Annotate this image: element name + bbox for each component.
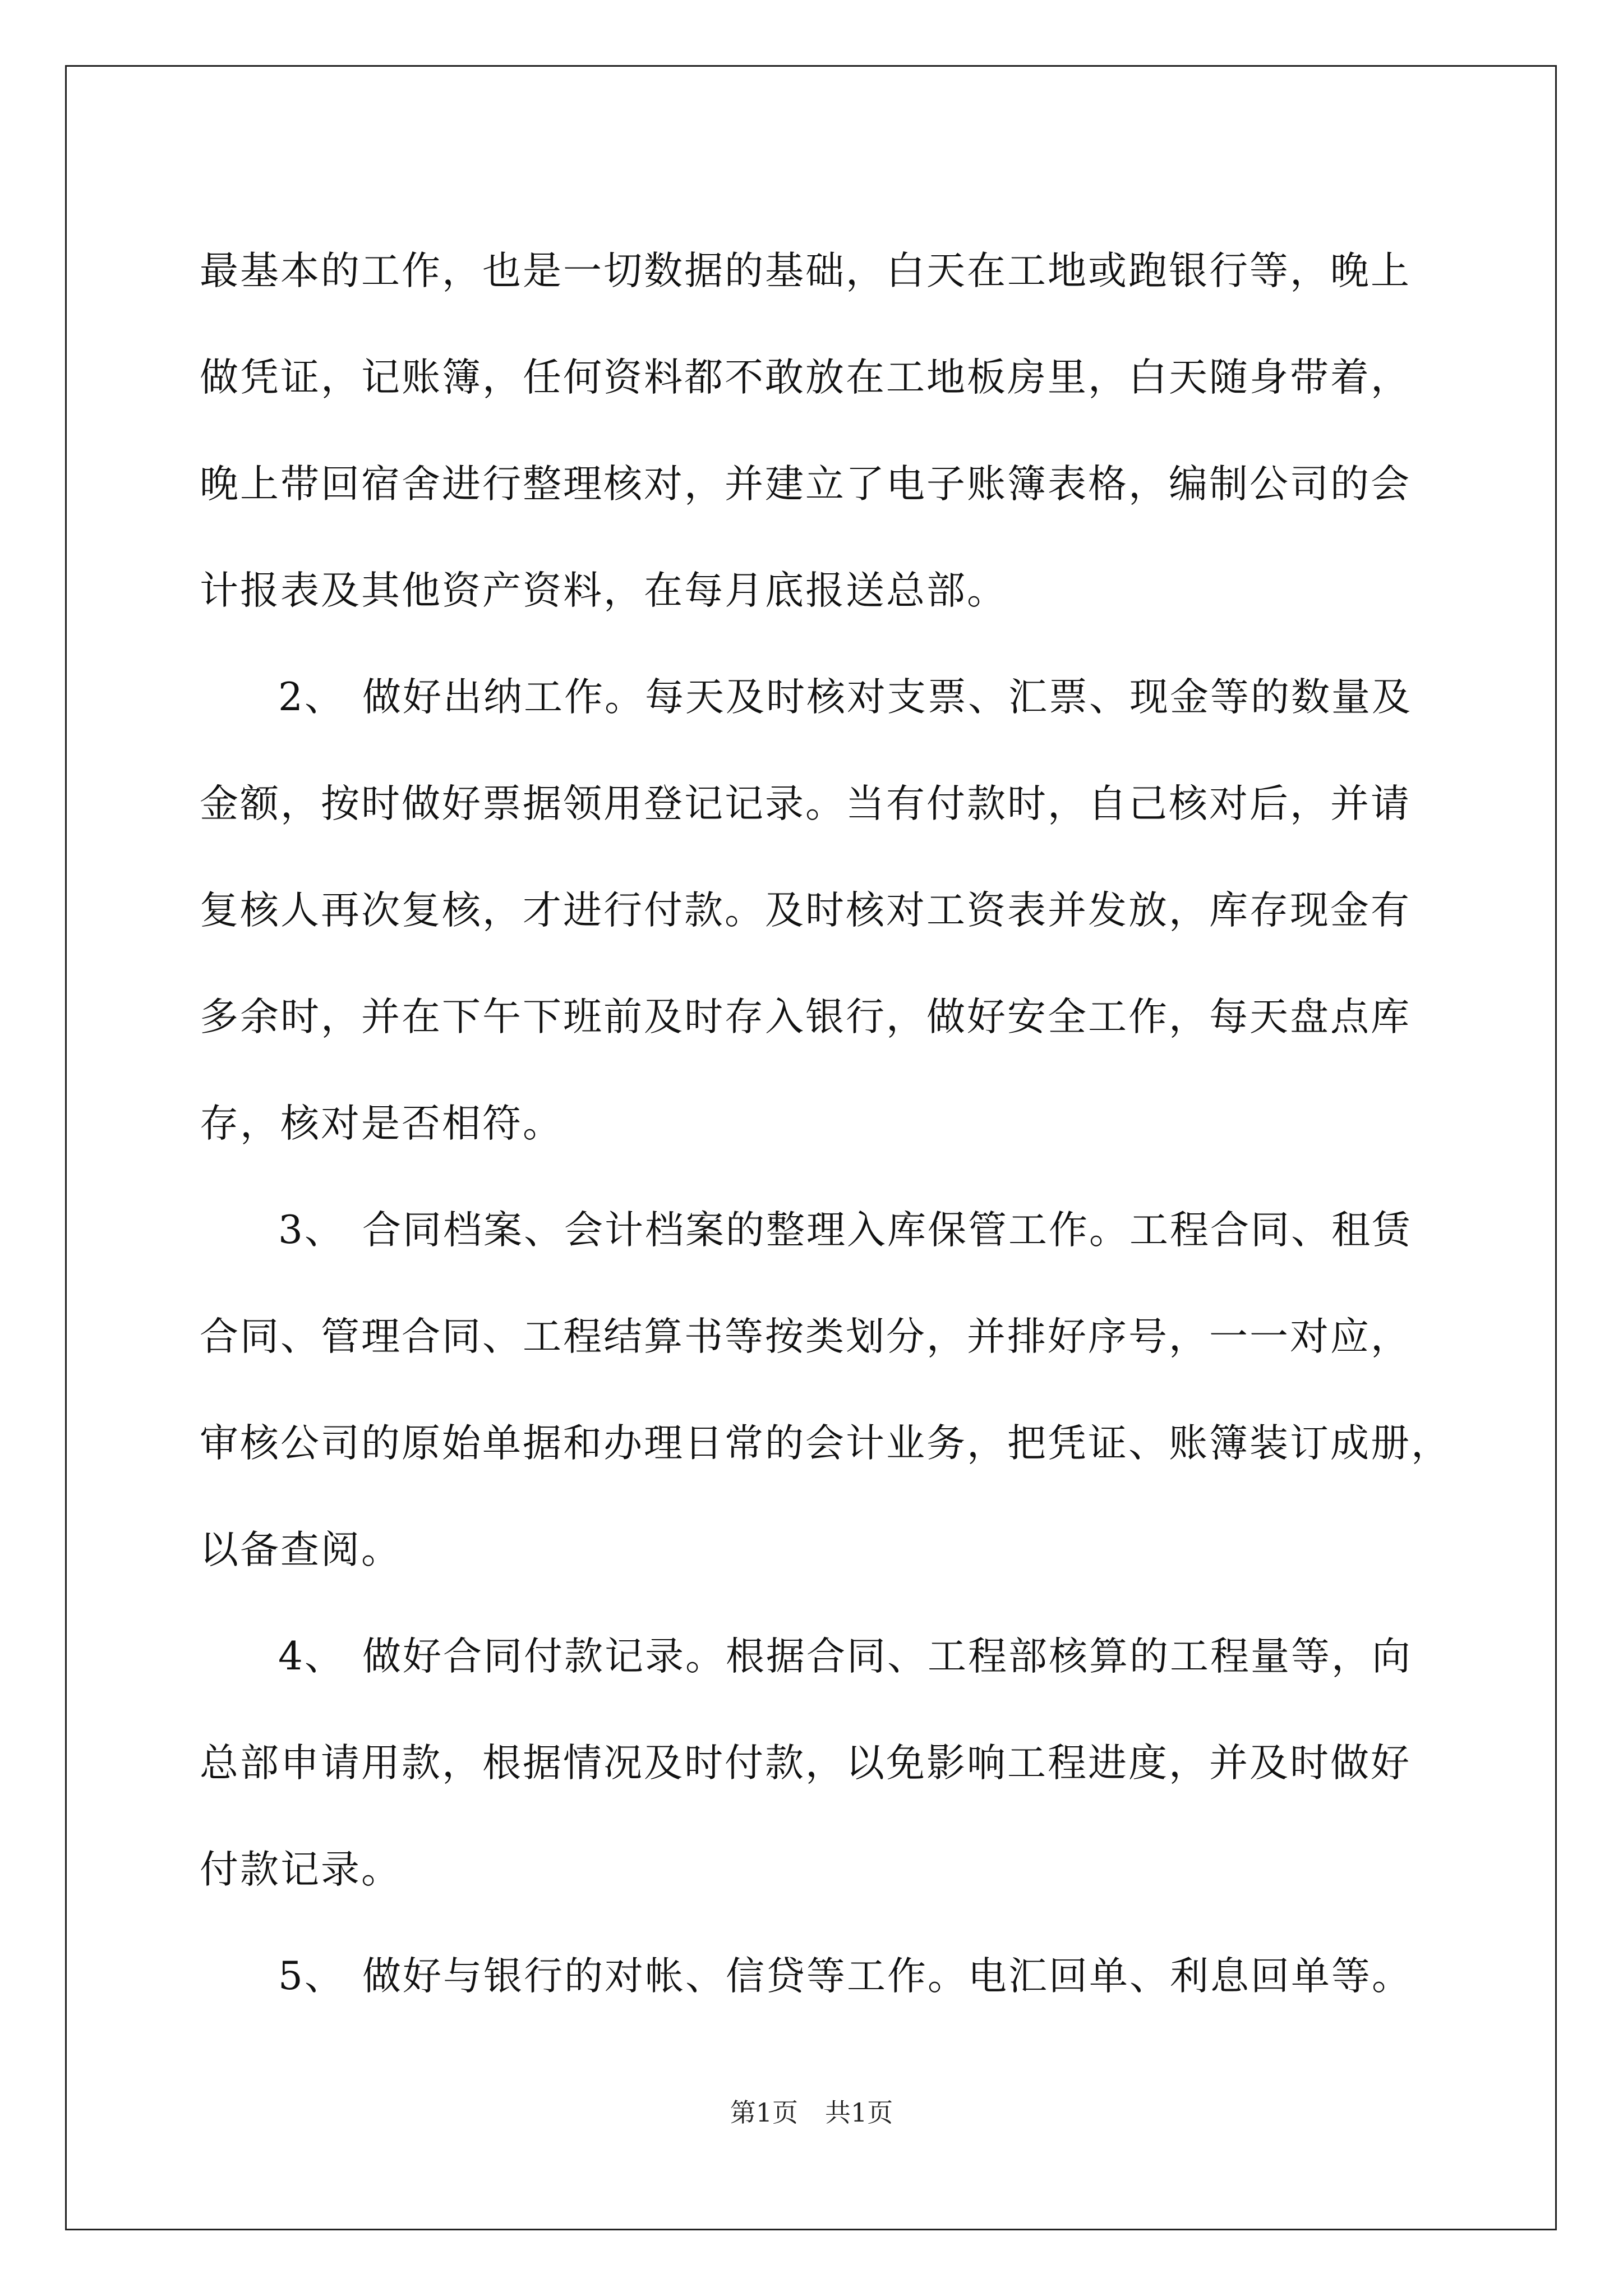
text-line: 以备查阅。 [200,1527,402,1572]
page-number: 第1页 [730,2097,798,2128]
text-line: 合同档案、会计档案的整理入库保管工作。工程合同、租赁 [362,1208,1412,1253]
text-line: 合同、管理合同、工程结算书等按类划分，并排好序号，一一对应， [200,1314,1411,1359]
text-line: 复核人再次复核，才进行付款。及时核对工资表并发放，库存现金有 [200,888,1411,933]
text-line: 做好出纳工作。每天及时核对支票、汇票、现金等的数量及 [362,675,1412,720]
item-number: 3、 [278,1208,345,1253]
text-line: 金额，按时做好票据领用登记记录。当有付款时，自己核对后，并请 [200,781,1411,826]
text-line: 总部申请用款，根据情况及时付款，以免影响工程进度，并及时做好 [200,1741,1411,1786]
item-number: 5、 [278,1954,345,1999]
item-number: 2、 [278,675,345,720]
paragraph-first-line [200,1923,1433,2030]
document-body [200,218,1451,2030]
text-line: 最基本的工作，也是一切数据的基础，白天在工地或跑银行等，晚上 [200,249,1411,293]
text-line: 付款记录。 [200,1847,402,1892]
text-line: 晚上带回宿舍进行整理核对，并建立了电子账簿表格，编制公司的会 [200,462,1411,507]
item-number: 4、 [278,1634,345,1679]
text-line: 审核公司的原始单据和办理日常的会计业务，把凭证、账簿装订成册， [200,1421,1451,1466]
text-line: 多余时，并在下午下班前及时存入银行，做好安全工作，每天盘点库 [200,995,1411,1039]
text-line: 做凭证，记账簿，任何资料都不敢放在工地板房里，白天随身带着， [200,355,1411,400]
paragraph-first-line [200,1177,1433,1283]
page-total: 共1页 [825,2097,893,2128]
text-line: 计报表及其他资产资料，在每月底报送总部。 [200,568,1007,613]
text-line: 做好与银行的对帐、信贷等工作。电汇回单、利息回单等。 [362,1954,1412,1999]
paragraph-first-line [200,1603,1433,1710]
text-line: 做好合同付款记录。根据合同、工程部核算的工程量等，向 [362,1634,1412,1679]
paragraph-first-line [200,644,1433,751]
text-line: 存，核对是否相符。 [200,1101,563,1146]
page-footer [0,2092,1623,2129]
